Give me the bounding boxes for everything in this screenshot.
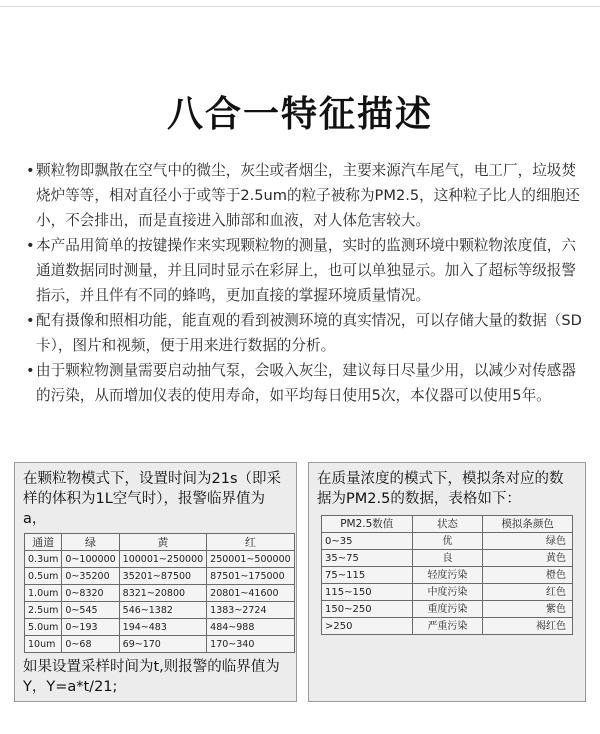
table-row <box>322 618 573 635</box>
table-cell: 轻度污染 <box>412 567 483 584</box>
table-cell: 良 <box>412 550 483 567</box>
table-row <box>25 568 295 585</box>
bullet-text: 颗粒物即飘散在空气中的微尘，灰尘或者烟尘，主要来源汽车尾气，电工厂，垃圾焚烧炉等等，相对直径小于或等于2.5um的粒子被称为PM2.5，这种粒子比人的细胞还小，不会排出，而是直接进入肺部和血液，对人体危害较大。 <box>36 162 580 229</box>
mass-concentration-intro: 在质量浓度的模式下，模拟条对应的数据为PM2.5的数据，表格如下： <box>317 471 564 507</box>
bullet-dot-icon: • <box>26 237 35 254</box>
particle-mode-panel <box>14 462 297 702</box>
table-cell: 546~1382 <box>119 602 207 619</box>
bullet-dot-icon: • <box>26 312 35 329</box>
bullet-text: 本产品用简单的按键操作来实现颗粒物的测量，实时的监测环境中颗粒物浓度值，六通道数据同时测量，并且同时显示在彩屏上，也可以单独显示。加入了超标等级报警指示，并且伴有不同的蜂鸣，更加直接的掌握环境质量情况。 <box>36 237 576 304</box>
table-cell: 2.5um <box>25 602 62 619</box>
top-divider <box>0 0 600 7</box>
mass-concentration-panel <box>308 462 586 702</box>
table-cell: 115~150 <box>322 584 413 601</box>
table-cell: 10um <box>25 636 62 653</box>
table-cell: 100001~250000 <box>119 551 207 568</box>
table-row <box>322 584 573 601</box>
pm25-level-table <box>321 515 573 635</box>
table-header: 通道 <box>25 534 62 551</box>
table-row <box>25 602 295 619</box>
table-header: 黄 <box>119 534 207 551</box>
table-cell: 紫色 <box>483 601 573 618</box>
table-header-row <box>25 534 295 551</box>
table-cell: 0~68 <box>62 636 119 653</box>
table-cell: 0.5um <box>25 568 62 585</box>
table-cell: >250 <box>322 618 413 635</box>
table-cell: 484~988 <box>207 619 295 636</box>
table-cell: 150~250 <box>322 601 413 618</box>
bullet-dot-icon: • <box>26 162 35 179</box>
table-cell: 0~545 <box>62 602 119 619</box>
table-cell: 重度污染 <box>412 601 483 618</box>
table-header: 状态 <box>412 516 483 533</box>
table-cell: 8321~20800 <box>119 585 207 602</box>
particle-mode-footer: 如果设置采样时间为t,则报警的临界值为Y，Y=a*t/21; <box>23 659 280 695</box>
bullet-text: 配有摄像和照相功能，能直观的看到被测环境的真实情况，可以存储大量的数据（SD卡），图片和视频，便于用来进行数据的分析。 <box>36 312 582 354</box>
table-cell: 橙色 <box>483 567 573 584</box>
particle-threshold-table <box>24 533 295 653</box>
bullet-text: 由于颗粒物测量需要启动抽气泵，会吸入灰尘，建议每日尽量少用，以减少对传感器的污染，从而增加仪表的使用寿命，如平均每日使用5次，本仪器可以使用5年。 <box>36 362 576 404</box>
table-header: 模拟条颜色 <box>483 516 573 533</box>
table-cell: 0~35 <box>322 533 413 550</box>
table-header-row <box>322 516 573 533</box>
table-cell: 0~35200 <box>62 568 119 585</box>
table-cell: 严重污染 <box>412 618 483 635</box>
particle-mode-intro: 在颗粒物模式下，设置时间为21s（即采样的体积为1L空气时），报警临界值为a， <box>23 471 282 527</box>
table-header: 红 <box>207 534 295 551</box>
table-cell: 优 <box>412 533 483 550</box>
table-cell: 0.3um <box>25 551 62 568</box>
table-cell: 69~170 <box>119 636 207 653</box>
table-row <box>322 567 573 584</box>
table-cell: 黄色 <box>483 550 573 567</box>
table-cell: 绿色 <box>483 533 573 550</box>
table-cell: 1.0um <box>25 585 62 602</box>
bullet-dot-icon: • <box>26 362 35 379</box>
table-row <box>322 550 573 567</box>
table-cell: 20801~41600 <box>207 585 295 602</box>
table-header: 绿 <box>62 534 119 551</box>
table-row <box>322 533 573 550</box>
table-cell: 35201~87500 <box>119 568 207 585</box>
table-cell: 250001~500000 <box>207 551 295 568</box>
table-cell: 75~115 <box>322 567 413 584</box>
bullet-item <box>26 233 582 308</box>
table-header: PM2.5数值 <box>322 516 413 533</box>
table-row <box>25 636 295 653</box>
table-cell: 170~340 <box>207 636 295 653</box>
table-cell: 0~100000 <box>62 551 119 568</box>
table-row <box>322 601 573 618</box>
table-cell: 5.0um <box>25 619 62 636</box>
description-list <box>26 158 582 408</box>
table-cell: 1383~2724 <box>207 602 295 619</box>
table-cell: 194~483 <box>119 619 207 636</box>
bullet-item <box>26 358 582 408</box>
table-row <box>25 551 295 568</box>
table-row <box>25 585 295 602</box>
bullet-item <box>26 308 582 358</box>
table-cell: 0~8320 <box>62 585 119 602</box>
page-title: 八合一特征描述 <box>166 94 433 135</box>
bullet-item <box>26 158 582 233</box>
table-cell: 红色 <box>483 584 573 601</box>
table-row <box>25 619 295 636</box>
table-cell: 中度污染 <box>412 584 483 601</box>
table-cell: 87501~175000 <box>207 568 295 585</box>
table-cell: 35~75 <box>322 550 413 567</box>
table-cell: 褐红色 <box>483 618 573 635</box>
table-cell: 0~193 <box>62 619 119 636</box>
